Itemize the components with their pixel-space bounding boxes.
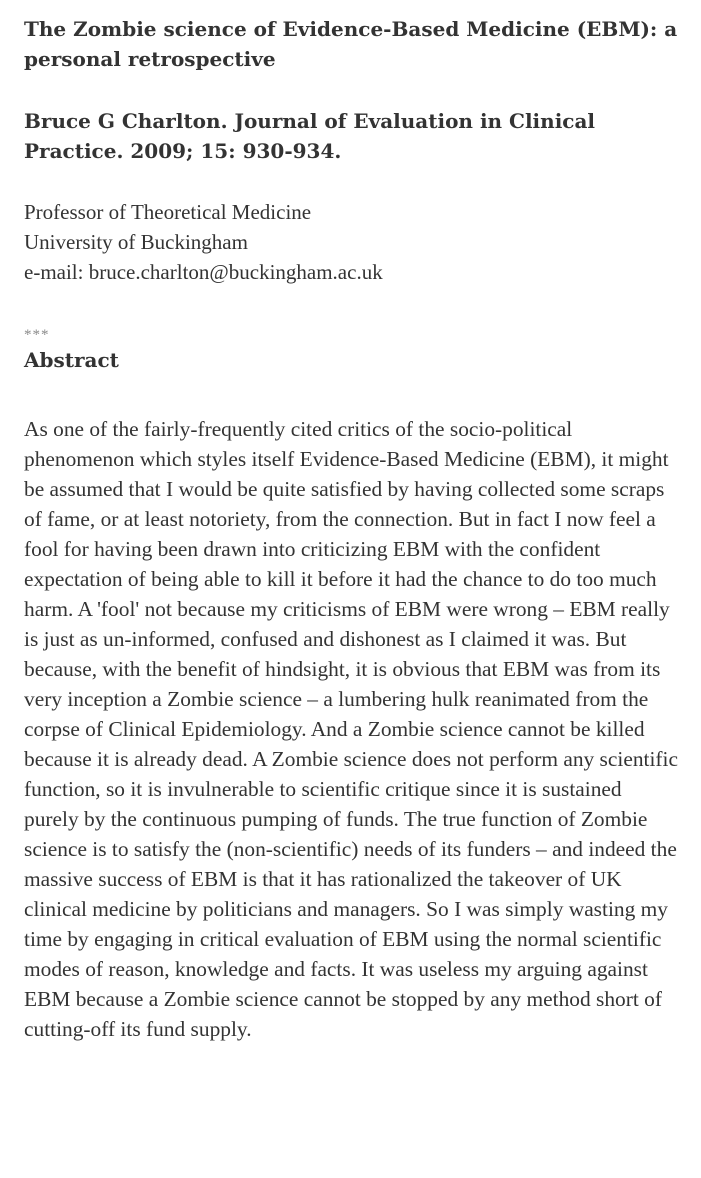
abstract-heading: Abstract	[24, 348, 119, 372]
abstract-body: As one of the fairly-frequently cited critics of the socio-political phenomenon which styles itself Evidence-Based Medicine (EBM), it might be assumed that I would be quite satisfied by having collected some scraps of fame, or at least notoriety, from the connection. But in fact I now feel a fool for having been drawn into criticizing EBM with the confident expectation of being able to kill it before it had the chance to do too much harm. A 'fool' not because my criticisms of EBM were wrong – EBM really is just as un-informed, confused and dishonest as I claimed it was. But because, with the benefit of hindsight, it is obvious that EBM was from its very inception a Zombie science – a lumbering hulk reanimated from the corpse of Clinical Epidemiology. And a Zombie science cannot be killed because it is already dead. A Zombie science does not perform any scientific function, so it is invulnerable to scientific critique since it is sustained purely by the continuous pumping of funds. The true function of Zombie science is to satisfy the (non-scientific) needs of its funders – and indeed the massive success of EBM is that it has rationalized the takeover of UK clinical medicine by politicians and managers. So I was simply wasting my time by engaging in critical evaluation of EBM using the normal scientific modes of reason, knowledge and facts. It was useless my arguing against EBM because a Zombie science cannot be stopped by any method short of cutting-off its fund supply.	[24, 417, 678, 1041]
author-position: Professor of Theoretical Medicine	[24, 200, 312, 224]
article	[24, 14, 679, 1044]
article-title: The Zombie science of Evidence-Based Medicine (EBM): a personal retrospective	[24, 17, 678, 71]
author-email: e-mail: bruce.charlton@buckingham.ac.uk	[24, 260, 383, 284]
citation: Bruce G Charlton. Journal of Evaluation in Clinical Practice. 2009; 15: 930-934.	[24, 109, 596, 163]
author-institution: University of Buckingham	[24, 230, 248, 254]
author-affiliation	[24, 197, 679, 287]
section-separator: ***	[24, 327, 50, 343]
